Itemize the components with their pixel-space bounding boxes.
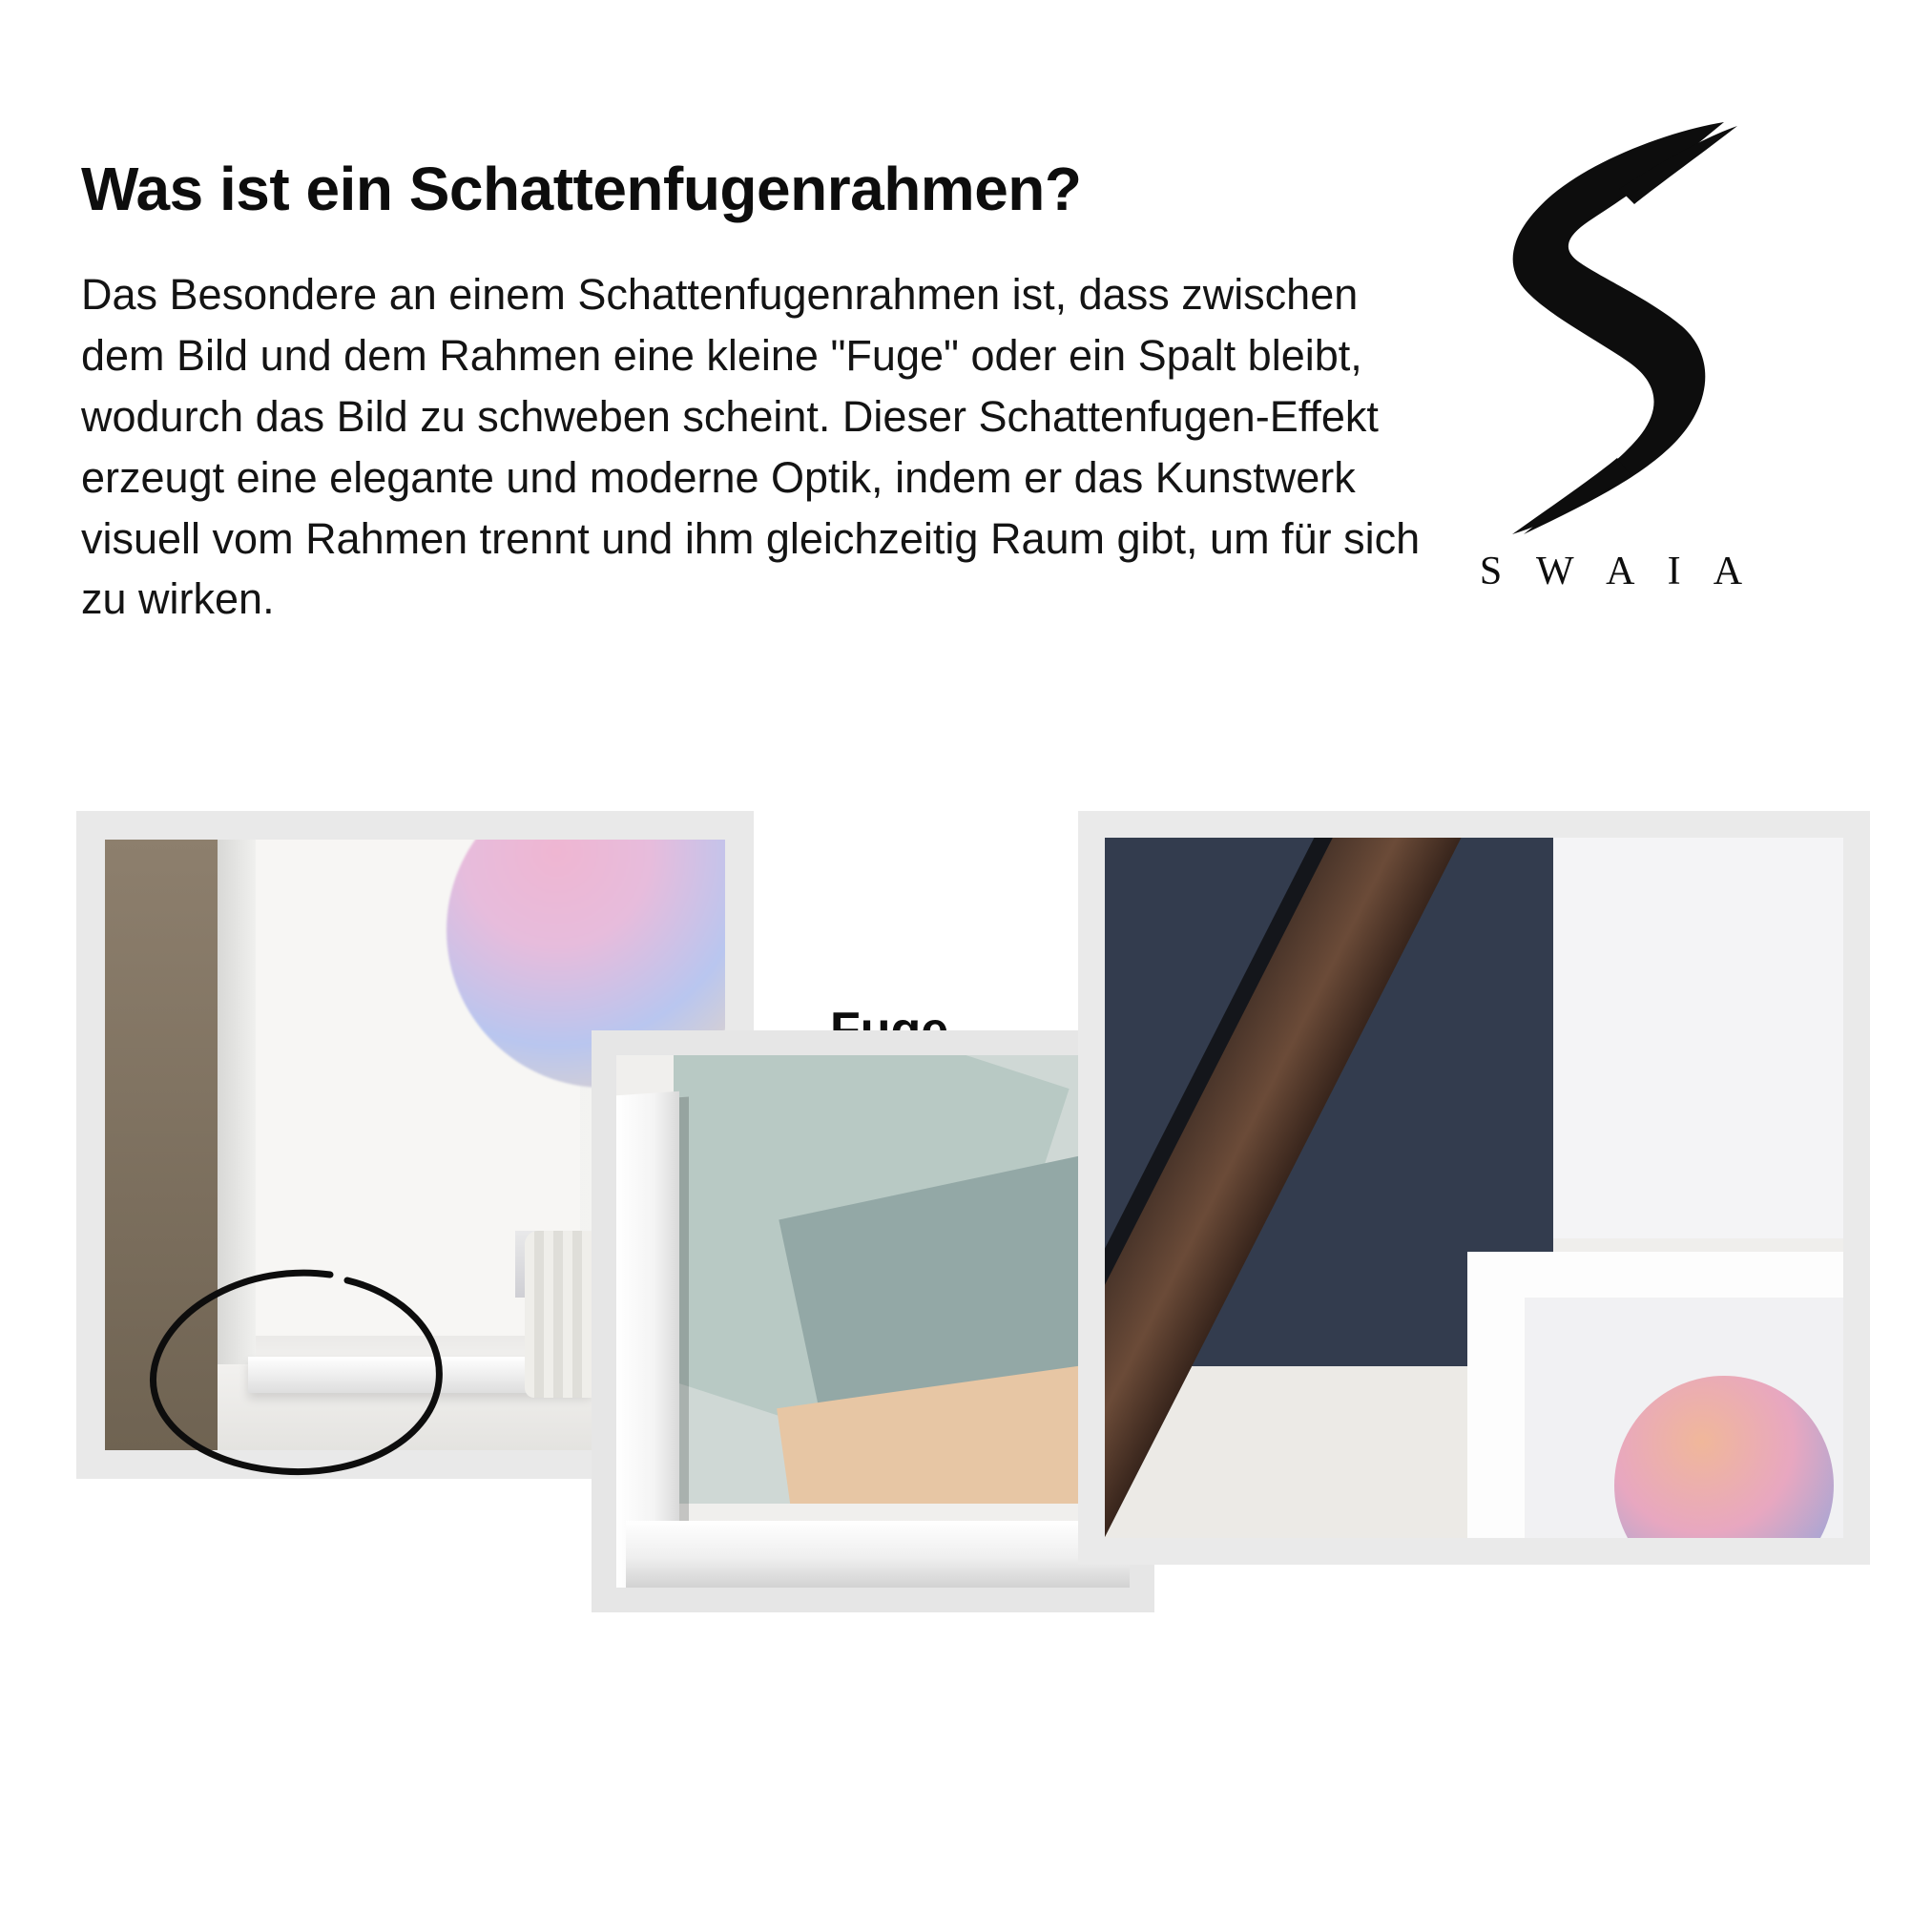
white-frame-corner-image: [616, 1055, 1130, 1588]
white-frame-inner-art: [1525, 1298, 1843, 1538]
dark-frame-closeup-image: [1105, 838, 1843, 1538]
white-frame-rail: [1467, 1252, 1843, 1538]
white-artwork-top: [1528, 838, 1843, 1238]
frame-left-rail: [616, 1091, 679, 1588]
photo-collage: [0, 725, 1932, 1932]
photo-background-wall: [105, 840, 219, 1450]
intro-paragraph: Das Besondere an einem Schattenfugenrahmen ist, dass zwischen dem Bild und dem Rahmen eine kleine "Fuge" oder ein Spalt bleibt, wodurch das Bild zu schweben scheint. Dieser Schattenfugen-Effekt erzeugt eine elegante und moderne Optik, indem er das Kunstwerk visuell vom Rahmen trennt und ihm gleichzeitig Raum gibt, um für sich zu wirken.: [81, 270, 1421, 624]
brand-wordmark: S W A I A: [1479, 550, 1755, 593]
brand-logo: [1474, 114, 1789, 649]
gradient-circle-artwork: [1614, 1376, 1834, 1538]
intro-section: [0, 0, 1932, 706]
geometric-artwork: [674, 1055, 1130, 1504]
swaia-s-logo-icon: [1474, 114, 1760, 549]
page-title: Was ist ein Schattenfugenrahmen?: [81, 154, 1082, 223]
white-frame-corner-photo: [592, 1030, 1154, 1612]
dark-frame-closeup-photo: [1078, 811, 1870, 1565]
frame-bottom-rail: [626, 1521, 1130, 1588]
